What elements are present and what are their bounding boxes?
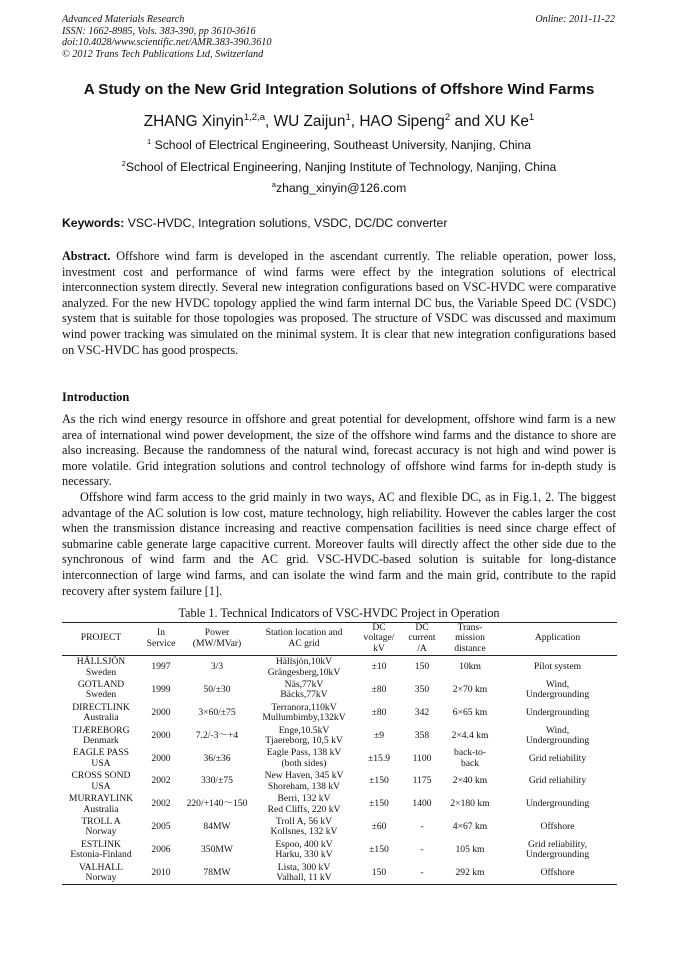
cell-line: Troll A, 56 kV — [275, 815, 333, 827]
issn-line: ISSN: 1662-8985, Vols. 383-390, pp 3610-3616 — [62, 25, 256, 37]
table-cell — [182, 862, 252, 885]
table-cell — [402, 816, 442, 839]
cell-line: 1175 — [412, 775, 432, 787]
table-cell — [498, 747, 617, 770]
table-cell — [442, 747, 498, 770]
cell-line: 2000 — [151, 707, 171, 719]
table-cell — [182, 656, 252, 679]
cell-line: 78MW — [203, 866, 231, 878]
cell-line: ±150 — [369, 798, 389, 810]
table-cell — [498, 725, 617, 748]
cell-line: - — [420, 866, 424, 878]
cell-line: 2006 — [151, 843, 171, 855]
paper-title: A Study on the New Grid Integration Solutions of Offshore Wind Farms — [83, 81, 595, 98]
cell-line: 84MW — [203, 821, 231, 833]
table-cell — [182, 839, 252, 862]
cell-line: Undergrounding — [525, 849, 590, 861]
table-cell — [62, 747, 140, 770]
cell-line: 2002 — [151, 775, 171, 787]
table-cell — [62, 793, 140, 816]
keywords — [62, 216, 447, 230]
keywords-text: VSC-HVDC, Integration solutions, VSDC, DC/DC converter — [124, 216, 448, 230]
cell-line: Berri, 132 kV — [277, 793, 331, 805]
table-header-cell — [140, 622, 182, 656]
doi-line: doi:10.4028/www.scientific.net/AMR.383-390.3610 — [62, 37, 272, 48]
cell-line: 3/3 — [210, 661, 224, 673]
affiliation-2-marker: 2 — [121, 158, 126, 168]
cell-line: VALHALL — [78, 861, 124, 873]
table-cell — [356, 725, 402, 748]
cell-line: Grid reliability, — [527, 838, 588, 850]
cell-line: ±150 — [369, 843, 389, 855]
cell-line: Undergrounding — [525, 689, 590, 701]
journal-header — [62, 14, 271, 60]
table-cell — [62, 702, 140, 725]
abstract — [62, 249, 616, 358]
introduction-paragraph-2: Offshore wind farm access to the grid mainly in two ways, AC and flexible DC, as in Fig.1, 2. The biggest advantage of the AC solution is low cost, mature technology, high reliability. However the cables larger the cost when the transmission distance increasing and reactive compensation facilities is need since charge effect of submarine cable generate large capacitive current. Moreover faults will directly affect the other side due to the synchronous of wind farm and the AC grid. VSC-HVDC-based solution is suitable for long-distance interconnection of large wind farms, and can isolate the wind farm and the main grid, contribute to the rapid recovery after system failure [1]. — [62, 490, 616, 598]
table-cell — [498, 679, 617, 702]
cell-line: 292 km — [455, 866, 485, 878]
table-header-cell — [356, 622, 402, 656]
table-header-cell — [182, 622, 252, 656]
journal-name: Advanced Materials Research — [62, 14, 185, 25]
cell-line: 1997 — [151, 661, 171, 673]
cell-line: ±10 — [371, 661, 387, 673]
table-cell — [402, 702, 442, 725]
author-affiliation-marker: 1,2,a — [243, 111, 266, 123]
table-header-cell — [252, 622, 356, 656]
table-cell — [182, 816, 252, 839]
table-header-cell — [402, 622, 442, 656]
cell-line: Wind, — [545, 724, 570, 736]
cell-line: 50/±30 — [203, 684, 231, 696]
cell-line: GOTLAND — [77, 679, 125, 691]
header-line: /A — [417, 642, 427, 654]
cell-line: 350 — [414, 684, 430, 696]
cell-line: 105 km — [455, 843, 485, 855]
cell-line: ±150 — [369, 775, 389, 787]
cell-line: Undergrounding — [525, 798, 590, 810]
table-cell — [498, 793, 617, 816]
table-row — [62, 862, 617, 885]
table-cell — [252, 816, 356, 839]
author-name: WU Zaijun — [273, 113, 346, 130]
cell-line: Norway — [85, 871, 117, 883]
header-line: mission — [455, 632, 485, 644]
table-cell — [356, 679, 402, 702]
table-cell — [182, 702, 252, 725]
table-cell — [140, 679, 182, 702]
cell-line: Australia — [83, 712, 119, 724]
cell-line: TROLL A — [81, 815, 121, 827]
header-line: AC grid — [288, 637, 320, 649]
table-cell — [442, 725, 498, 748]
cell-line: ±80 — [371, 684, 387, 696]
table-cell — [402, 656, 442, 679]
table-cell — [356, 702, 402, 725]
author-affiliation-marker: 2 — [444, 111, 451, 123]
affiliation-2 — [0, 160, 678, 174]
introduction-heading: Introduction — [62, 390, 130, 404]
cell-line: 10km — [459, 661, 481, 673]
table-cell — [62, 862, 140, 885]
cell-line: back-to- — [454, 747, 486, 759]
affiliation-1-text: School of Electrical Engineering, Southeast University, Nanjing, China — [151, 138, 532, 152]
table-header-cell — [62, 622, 140, 656]
table-cell — [442, 656, 498, 679]
corresponding-email — [0, 181, 678, 195]
cell-line: Wind, — [545, 679, 570, 691]
table-cell — [498, 702, 617, 725]
cell-line: Terranora,110kV — [271, 701, 337, 713]
technical-indicators-table — [62, 622, 617, 885]
table-cell — [140, 839, 182, 862]
cell-line: ESTLINK — [81, 838, 121, 850]
affiliation-1-marker: 1 — [146, 136, 152, 146]
header-line: distance — [454, 642, 486, 654]
cell-line: ±9 — [373, 729, 385, 741]
table-cell — [402, 862, 442, 885]
cell-line: Näs,77kV — [284, 679, 324, 691]
abstract-text: Offshore wind farm is developed in the ascendant currently. The reliable operation, power loss, investment cost and performance of wind farms were effect by the integration solutions of electrical interconnection system directly. Several new integration configurations based on VSC-HVDC were comparative analyzed. For the new HVDC topology applied the wind farm internal DC bus, the Variable Speed DC (VSDC) system that is suitable for those topologies was proposed. The structure of VSDC was discussed and maximum wind power tracking was simulated on the minimal system. It is clear that new integration configurations based on VSC-HVDC has good prospects. — [62, 249, 616, 357]
cell-line: 2000 — [151, 752, 171, 764]
cell-line: 4×67 km — [452, 821, 488, 833]
table-cell — [140, 747, 182, 770]
table-cell — [402, 793, 442, 816]
cell-line: Sweden — [85, 689, 117, 701]
table-row — [62, 816, 617, 839]
table-header-cell — [442, 622, 498, 656]
table-cell — [140, 793, 182, 816]
table-cell — [498, 656, 617, 679]
cell-line: Hällsjön,10kV — [275, 656, 333, 668]
cell-line: USA — [91, 757, 111, 769]
email-marker: a — [271, 179, 276, 189]
table-cell — [498, 862, 617, 885]
cell-line: Tjaereborg, 10,5 kV — [265, 735, 343, 747]
cell-line: Denmark — [83, 735, 119, 747]
table-cell — [252, 747, 356, 770]
cell-line: MURRAYLINK — [68, 793, 134, 805]
table-cell — [140, 725, 182, 748]
table-cell — [498, 839, 617, 862]
author-affiliation-marker: 1 — [528, 111, 535, 123]
header-line: DC — [372, 622, 386, 633]
table-cell — [252, 770, 356, 793]
cell-line: 2000 — [151, 729, 171, 741]
introduction-paragraph-1: As the rich wind energy resource in offshore and great potential for development, offshore wind farm is a new area of international wind power development, the size of the offshore wind farms and the distance to shore are also increasing. Because the randomness of the natural wind, forecast accuracy is not high and wind power is more volatile. Grid integration solutions and control technology of offshore wind farms for in-depth study is necessary. — [62, 412, 616, 489]
cell-line: 6×65 km — [452, 707, 488, 719]
cell-line: EAGLE PASS — [73, 747, 129, 759]
cell-line: Harku, 330 kV — [275, 849, 333, 861]
header-line: Station location and — [265, 627, 343, 639]
author-separator: and — [450, 113, 485, 130]
cell-line: Grid reliability — [528, 775, 587, 787]
table-cell — [62, 656, 140, 679]
table-cell — [140, 816, 182, 839]
table-cell — [140, 702, 182, 725]
cell-line: 2002 — [151, 798, 171, 810]
cell-line: TJÆREBORG — [72, 724, 130, 736]
table-cell — [356, 770, 402, 793]
author-separator: , — [265, 113, 274, 130]
cell-line: - — [420, 821, 424, 833]
cell-line: Eagle Pass, 138 kV — [266, 747, 342, 759]
cell-line: DIRECTLINK — [72, 701, 130, 713]
table-row — [62, 793, 617, 816]
copyright-line: © 2012 Trans Tech Publications Ltd, Switzerland — [62, 48, 264, 60]
table-body — [62, 656, 617, 885]
table-row — [62, 747, 617, 770]
table-header-row — [62, 622, 617, 656]
cell-line: HÄLLSJÖN — [76, 656, 126, 668]
cell-line: 1400 — [412, 798, 432, 810]
header-line: Application — [534, 632, 581, 644]
table-cell — [402, 725, 442, 748]
table-cell — [356, 793, 402, 816]
cell-line: 2×70 km — [452, 684, 488, 696]
cell-line: 342 — [414, 707, 430, 719]
cell-line: Enge,10.5kV — [278, 724, 330, 736]
cell-line: Lista, 300 kV — [277, 861, 331, 873]
table-cell — [182, 747, 252, 770]
table-cell — [402, 679, 442, 702]
author-list — [0, 113, 678, 131]
keywords-label: Keywords: — [62, 216, 125, 230]
cell-line: Shoreham, 138 kV — [267, 780, 341, 792]
table-cell — [442, 816, 498, 839]
cell-line: back — [460, 757, 480, 769]
cell-line: Kollsnes, 132 kV — [270, 826, 338, 838]
header-line: Trans- — [457, 622, 483, 633]
cell-line: Grängesberg,10kV — [267, 666, 341, 678]
table-row — [62, 770, 617, 793]
table-cell — [182, 770, 252, 793]
cell-line: Offshore — [540, 821, 575, 833]
cell-line: 2×4.4 km — [451, 729, 489, 741]
table-cell — [356, 816, 402, 839]
table-row — [62, 679, 617, 702]
cell-line: Espoo, 400 kV — [275, 838, 333, 850]
table-cell — [442, 793, 498, 816]
cell-line: Offshore — [540, 866, 575, 878]
cell-line: 2×40 km — [452, 775, 488, 787]
header-line: (MW/MVar) — [192, 637, 242, 649]
cell-line: Bäcks,77kV — [280, 689, 328, 701]
table-cell — [182, 679, 252, 702]
table-cell — [442, 862, 498, 885]
cell-line: Pilot system — [533, 661, 582, 673]
table-cell — [182, 793, 252, 816]
affiliation-1 — [0, 138, 678, 152]
table-cell — [356, 862, 402, 885]
cell-line: Mullumbimby,132kV — [262, 712, 346, 724]
online-date: Online: 2011-11-22 — [535, 14, 615, 25]
cell-line: ±80 — [371, 707, 387, 719]
author-affiliation-marker: 1 — [345, 111, 351, 123]
author-name: HAO Sipeng — [359, 113, 445, 130]
table-cell — [62, 816, 140, 839]
cell-line: New Haven, 345 kV — [264, 770, 344, 782]
cell-line: 350MW — [201, 843, 233, 855]
cell-line: 7.2/-3～+4 — [195, 729, 239, 741]
table-cell — [402, 839, 442, 862]
author-separator: , — [350, 113, 360, 130]
table-cell — [140, 656, 182, 679]
cell-line: - — [420, 843, 424, 855]
cell-line: Undergrounding — [525, 735, 590, 747]
table-cell — [62, 839, 140, 862]
cell-line: Estonia-Finland — [70, 849, 132, 861]
table-cell — [182, 725, 252, 748]
cell-line: 150 — [414, 661, 430, 673]
cell-line: Valhall, 11 kV — [276, 871, 332, 883]
table-cell — [252, 793, 356, 816]
table-cell — [62, 725, 140, 748]
table-cell — [442, 770, 498, 793]
email-text: zhang_xinyin@126.com — [275, 181, 407, 195]
cell-line: ±15.9 — [367, 752, 391, 764]
cell-line: Grid reliability — [528, 752, 587, 764]
cell-line: Australia — [83, 803, 119, 815]
header-line: voltage/ — [363, 632, 395, 644]
table-cell — [442, 679, 498, 702]
cell-line: USA — [91, 780, 111, 792]
cell-line: 3×60/±75 — [198, 707, 236, 719]
table-row — [62, 725, 617, 748]
header-line: Service — [146, 637, 176, 649]
affiliation-2-text: School of Electrical Engineering, Nanjing Institute of Technology, Nanjing, China — [125, 160, 557, 174]
table-cell — [252, 702, 356, 725]
table-cell — [356, 747, 402, 770]
table-row — [62, 839, 617, 862]
table-cell — [442, 702, 498, 725]
table-cell — [498, 770, 617, 793]
author-name: XU Ke — [484, 113, 529, 130]
cell-line: 36/±36 — [203, 752, 231, 764]
table-cell — [252, 679, 356, 702]
table-cell — [442, 839, 498, 862]
cell-line: 150 — [371, 866, 387, 878]
table-cell — [252, 725, 356, 748]
cell-line: Undergrounding — [525, 707, 590, 719]
table-row — [62, 656, 617, 679]
table-cell — [252, 862, 356, 885]
header-line: kV — [373, 642, 385, 654]
table-cell — [402, 747, 442, 770]
table-cell — [62, 770, 140, 793]
cell-line: CROSS SOND — [71, 770, 131, 782]
table-cell — [402, 770, 442, 793]
header-line: PROJECT — [80, 632, 122, 644]
table-cell — [140, 770, 182, 793]
cell-line: Norway — [85, 826, 117, 838]
abstract-label: Abstract. — [62, 249, 111, 263]
table-row — [62, 702, 617, 725]
table-header-cell — [498, 622, 617, 656]
table-cell — [252, 656, 356, 679]
header-line: In — [157, 627, 165, 639]
cell-line: (both sides) — [281, 757, 327, 769]
cell-line: 220/+140～150 — [186, 798, 248, 810]
table-cell — [252, 839, 356, 862]
table-cell — [356, 839, 402, 862]
cell-line: 1999 — [151, 684, 171, 696]
cell-line: 358 — [414, 729, 430, 741]
cell-line: 330/±75 — [201, 775, 233, 787]
cell-line: Red Cliffs, 220 kV — [267, 803, 341, 815]
table-cell — [356, 656, 402, 679]
header-line: DC — [415, 622, 429, 633]
header-line: current — [408, 632, 436, 644]
table-cell — [140, 862, 182, 885]
cell-line: 2×180 km — [450, 798, 490, 810]
table-caption: Table 1. Technical Indicators of VSC-HVDC Project in Operation — [178, 606, 500, 620]
table-cell — [498, 816, 617, 839]
cell-line: 2005 — [151, 821, 171, 833]
cell-line: Sweden — [85, 666, 117, 678]
cell-line: ±60 — [371, 821, 387, 833]
cell-line: 1100 — [412, 752, 432, 764]
header-line: Power — [204, 627, 230, 639]
cell-line: 2010 — [151, 866, 171, 878]
table-cell — [62, 679, 140, 702]
author-name: ZHANG Xinyin — [143, 113, 244, 130]
